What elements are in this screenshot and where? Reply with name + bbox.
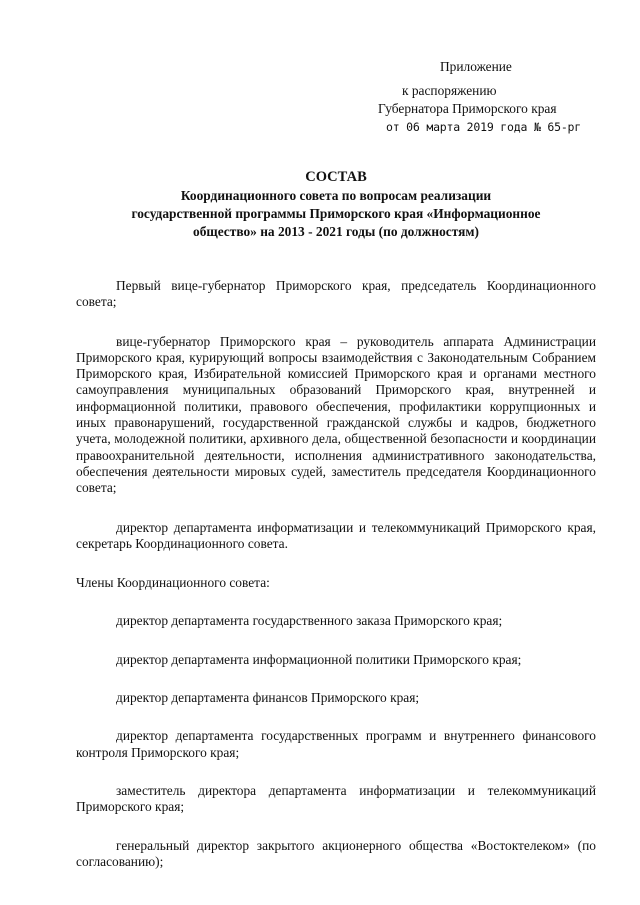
document-heading bbox=[76, 168, 596, 241]
appendix-title: Приложение bbox=[440, 59, 512, 74]
members-heading: Члены Координационного совета: bbox=[76, 575, 270, 591]
heading-title: СОСТАВ bbox=[305, 169, 367, 185]
member-item: заместитель директора департамента информатизации и телекоммуникаций Приморского края; bbox=[76, 782, 596, 815]
member-item: директор департамента государственного заказа Приморского края; bbox=[116, 613, 503, 629]
member-item: директор департамента информационной политики Приморского края; bbox=[116, 651, 522, 667]
heading-line-2: государственной программы Приморского края «Информационное bbox=[131, 206, 541, 221]
appendix-block bbox=[378, 58, 598, 136]
member-item: директор департамента государственных программ и внутреннего финансового контроля Приморского края; bbox=[76, 728, 596, 760]
appendix-to-line: к распоряжению bbox=[402, 83, 497, 98]
heading-line-3: общество» на 2013 - 2021 годы (по должностям) bbox=[193, 224, 479, 239]
deputy-chairman-paragraph: вице-губернатор Приморского края – руководитель аппарата Администрации Приморского края, курирующий вопросы взаимодействия с Законодательным Собранием Приморского края, Избирательной комиссией Приморского края и органами местного самоуправления муниципальных образований Приморского края, внутренней и информационной политики, правового обеспечения, профилактики коррупционных и иных правонарушений, государственной гражданской службы и кадров, бюджетного учета, молодежной политики, архивного дела, общественной безопасности и координации правоохранительной деятельности, исполнения административного законодательства, обеспечения деятельности мировых судей, заместитель председателя Координационного совета; bbox=[76, 333, 596, 496]
appendix-date-line: от 06 марта 2019 года № 65-рг bbox=[386, 120, 581, 134]
member-item: директор департамента финансов Приморского края; bbox=[116, 690, 420, 706]
secretary-paragraph: директор департамента информатизации и телекоммуникаций Приморского края, секретарь Координационного совета. bbox=[76, 519, 596, 551]
document-body bbox=[76, 278, 596, 870]
heading-line-1: Координационного совета по вопросам реализации bbox=[180, 188, 492, 203]
chairman-paragraph: Первый вице-губернатор Приморского края, председатель Координационного совета; bbox=[76, 278, 596, 310]
appendix-issuer: Губернатора Приморского края bbox=[378, 101, 557, 116]
member-item: генеральный директор закрытого акционерного общества «Востоктелеком» (по согласованию); bbox=[76, 837, 596, 869]
